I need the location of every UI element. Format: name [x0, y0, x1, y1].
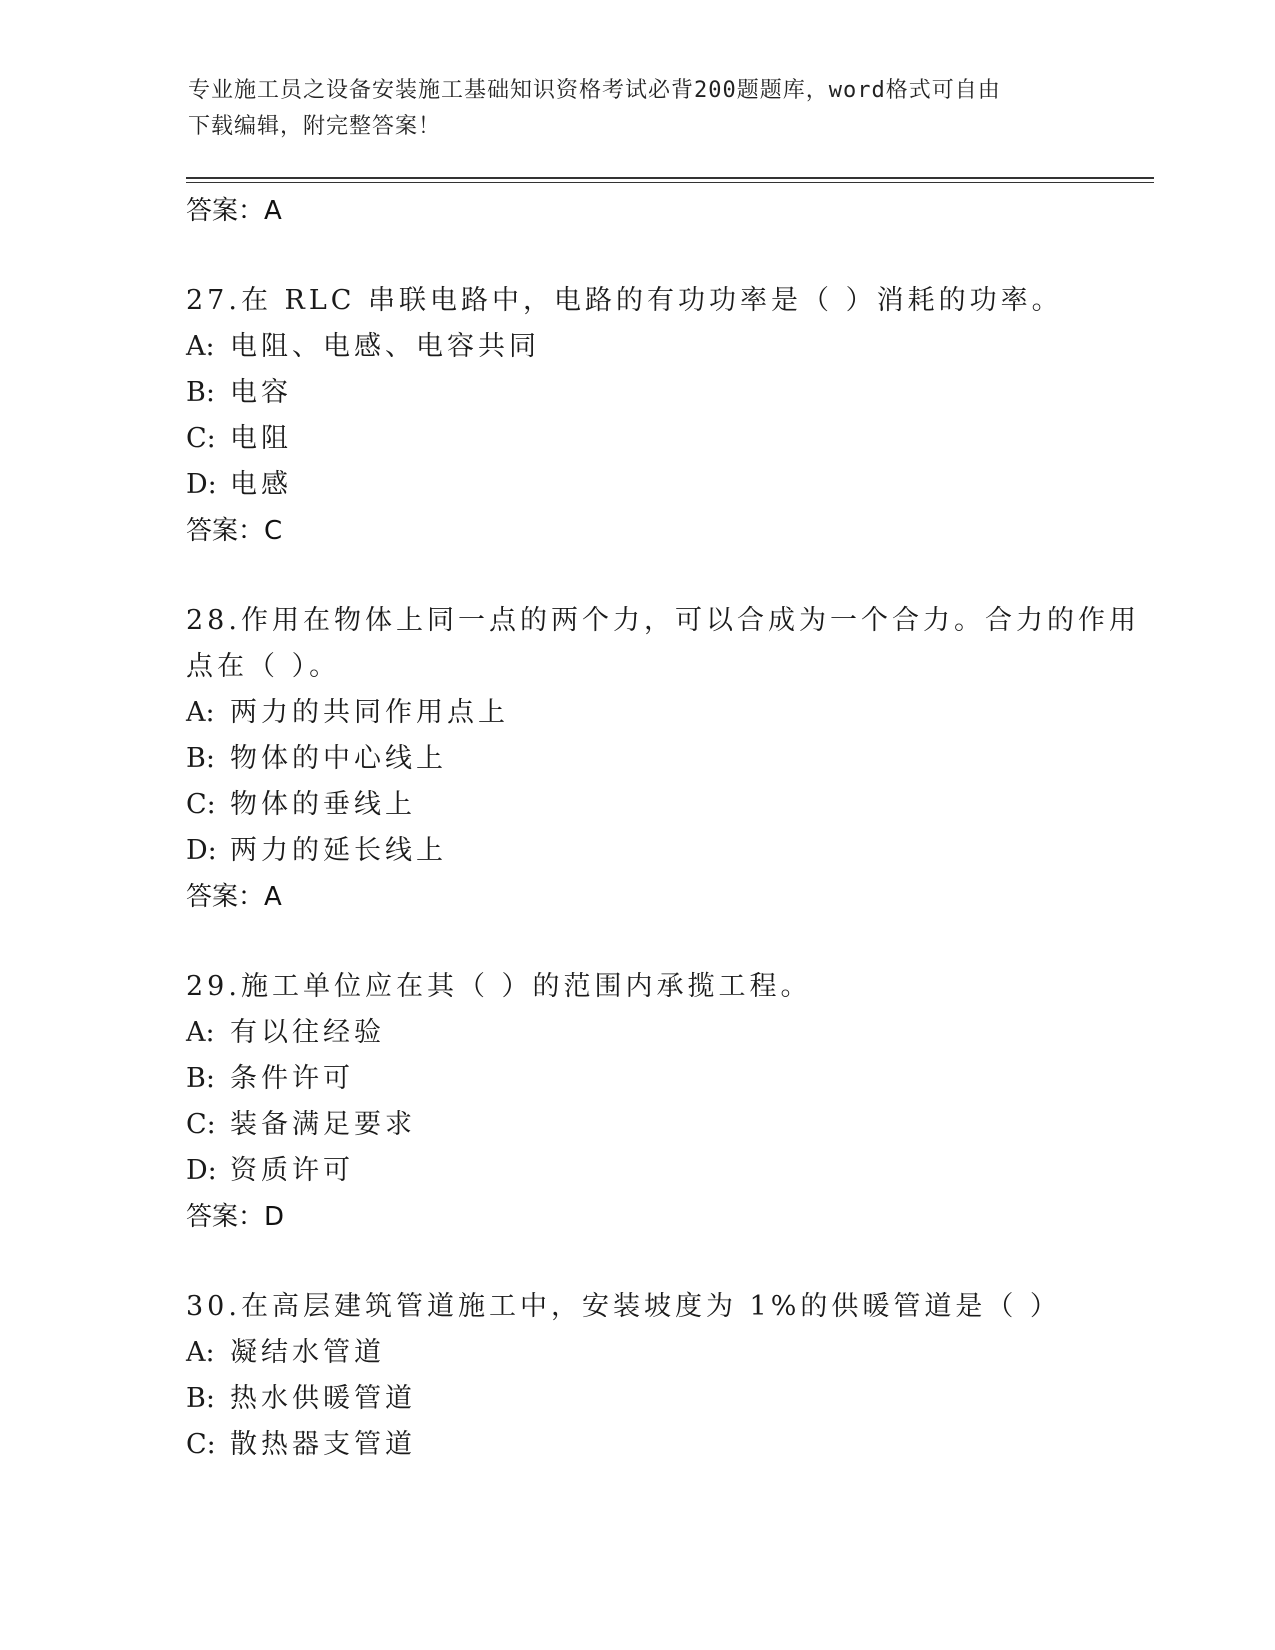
question-text	[186, 598, 1140, 690]
header-title-line-1: 专业施工员之设备安装施工基础知识资格考试必背200题题库，word格式可自由	[188, 78, 1001, 103]
spacer	[186, 554, 1106, 598]
option-c	[186, 1422, 1106, 1468]
option-text: 电阻	[230, 423, 292, 454]
question-line: 30.在高层建筑管道施工中，安装坡度为 1%的供暖管道是（ ）	[186, 1291, 1061, 1322]
option-text: 两力的共同作用点上	[230, 697, 509, 728]
option-c	[186, 782, 1106, 828]
option-key: C:	[186, 789, 216, 820]
document-header	[188, 73, 1068, 145]
option-key: C:	[186, 1109, 216, 1140]
spacer	[186, 234, 1106, 278]
option-key: B:	[186, 377, 215, 408]
option-key: B:	[186, 1383, 215, 1414]
option-key: A:	[186, 1017, 215, 1048]
option-b	[186, 370, 1106, 416]
spacer	[186, 920, 1106, 964]
option-text: 资质许可	[230, 1155, 354, 1186]
option-key: D:	[186, 835, 217, 866]
option-key: C:	[186, 423, 216, 454]
option-c	[186, 416, 1106, 462]
option-d	[186, 462, 1106, 508]
option-text: 物体的中心线上	[230, 743, 447, 774]
question-line: 28.作用在物体上同一点的两个力，可以合成为一个合力。合力的作用	[186, 605, 1140, 636]
option-d	[186, 828, 1106, 874]
question-line: 点在（ ）。	[186, 651, 341, 682]
option-key: A:	[186, 1337, 215, 1368]
question-27	[186, 278, 1106, 554]
question-28	[186, 598, 1140, 920]
option-text: 热水供暖管道	[230, 1383, 416, 1414]
question-30	[186, 1284, 1106, 1468]
header-divider-thin	[186, 182, 1154, 183]
option-b	[186, 1056, 1106, 1102]
question-content	[186, 188, 1140, 1468]
option-b	[186, 736, 1106, 782]
option-key: B:	[186, 1063, 215, 1094]
option-a	[186, 1010, 1106, 1056]
question-answer: 答案：D	[186, 1202, 285, 1232]
option-key: C:	[186, 1429, 216, 1460]
previous-answer: 答案：A	[186, 196, 282, 226]
option-text: 两力的延长线上	[230, 835, 447, 866]
option-text: 物体的垂线上	[230, 789, 416, 820]
option-text: 电感	[230, 469, 292, 500]
option-text: 装备满足要求	[230, 1109, 416, 1140]
header-divider-thick	[186, 177, 1154, 179]
question-answer: 答案：C	[186, 516, 283, 546]
option-a	[186, 690, 1106, 736]
option-c	[186, 1102, 1106, 1148]
option-d	[186, 1148, 1106, 1194]
question-answer: 答案：A	[186, 882, 282, 912]
question-text	[186, 964, 1086, 1010]
option-text: 电阻、电感、电容共同	[230, 331, 540, 362]
option-text: 条件许可	[230, 1063, 354, 1094]
spacer	[186, 1240, 1106, 1284]
option-a	[186, 1330, 1106, 1376]
question-29	[186, 964, 1106, 1240]
option-a	[186, 324, 1106, 370]
option-key: B:	[186, 743, 215, 774]
option-key: A:	[186, 331, 215, 362]
option-key: D:	[186, 469, 217, 500]
option-text: 散热器支管道	[230, 1429, 416, 1460]
question-text	[186, 1284, 1086, 1330]
header-title-line-2: 下载编辑，附完整答案！	[188, 114, 442, 139]
option-key: D:	[186, 1155, 217, 1186]
question-text	[186, 278, 1086, 324]
option-text: 凝结水管道	[230, 1337, 385, 1368]
question-line: 27.在 RLC 串联电路中，电路的有功功率是（ ）消耗的功率。	[186, 285, 1063, 316]
option-text: 有以往经验	[230, 1017, 385, 1048]
option-key: A:	[186, 697, 215, 728]
option-b	[186, 1376, 1106, 1422]
option-text: 电容	[230, 377, 292, 408]
question-line: 29.施工单位应在其（ ）的范围内承揽工程。	[186, 971, 812, 1002]
